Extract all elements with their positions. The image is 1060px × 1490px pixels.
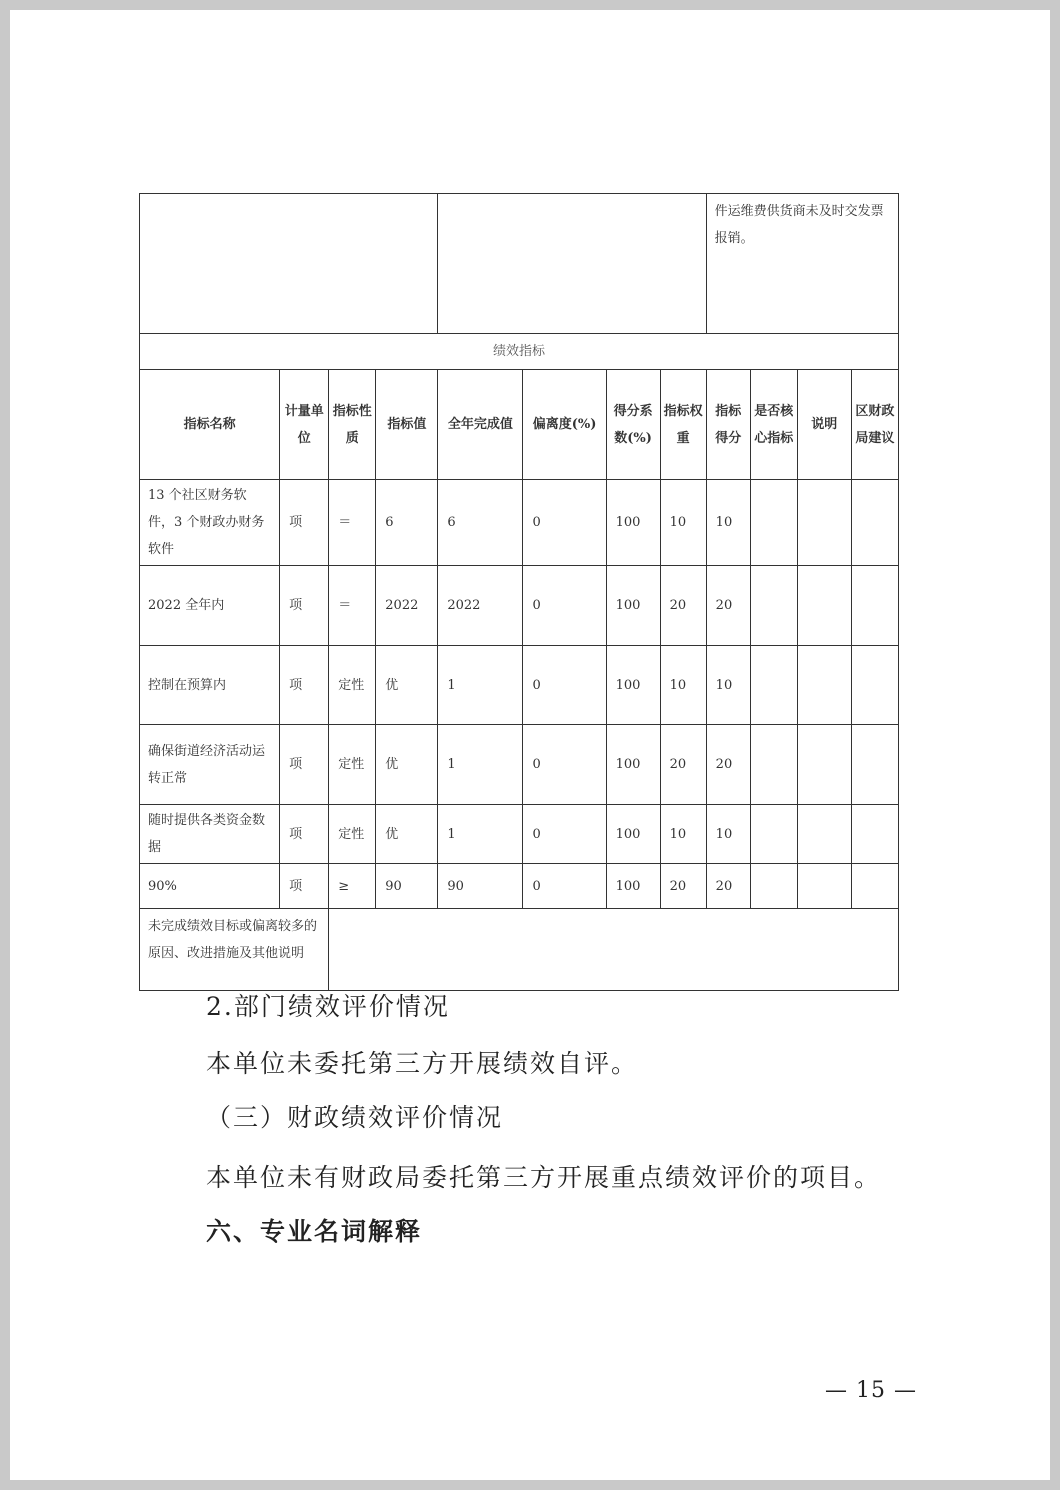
row-deviation: 0 xyxy=(523,646,606,725)
row-completed: 2022 xyxy=(438,566,523,646)
paragraph-dept-eval: 本单位未委托第三方开展绩效自评。 xyxy=(206,1049,639,1078)
row-nature: ＝ xyxy=(329,566,376,646)
row-unit: 项 xyxy=(280,646,329,725)
row-deviation: 0 xyxy=(523,480,606,566)
row-value: 优 xyxy=(376,725,438,805)
footer-value xyxy=(329,909,899,991)
row-name: 90% xyxy=(140,864,280,909)
row-nature: ＝ xyxy=(329,480,376,566)
row-nature: 定性 xyxy=(329,646,376,725)
table-row xyxy=(140,864,899,909)
page-number: — 15 — xyxy=(825,1378,917,1403)
footer-label: 未完成绩效目标或偏离较多的原因、改进措施及其他说明 xyxy=(140,909,329,991)
row-unit: 项 xyxy=(280,725,329,805)
row-advice xyxy=(851,480,898,566)
row-weight: 20 xyxy=(660,566,706,646)
row-coef: 100 xyxy=(606,864,660,909)
table-footer-row xyxy=(140,909,899,991)
row-coef: 100 xyxy=(606,566,660,646)
row-nature: 定性 xyxy=(329,805,376,864)
table-top-row xyxy=(140,194,899,334)
row-coef: 100 xyxy=(606,725,660,805)
row-unit: 项 xyxy=(280,566,329,646)
row-completed: 1 xyxy=(438,646,523,725)
row-deviation: 0 xyxy=(523,725,606,805)
row-completed: 6 xyxy=(438,480,523,566)
row-note xyxy=(797,725,851,805)
row-core xyxy=(750,480,797,566)
row-score: 20 xyxy=(706,864,750,909)
row-nature: 定性 xyxy=(329,725,376,805)
section-title-row xyxy=(140,334,899,370)
row-unit: 项 xyxy=(280,480,329,566)
row-note xyxy=(797,480,851,566)
section-heading-glossary: 六、专业名词解释 xyxy=(206,1217,423,1246)
row-score: 10 xyxy=(706,805,750,864)
row-advice xyxy=(851,566,898,646)
header-score: 指标得分 xyxy=(706,370,750,480)
header-value: 指标值 xyxy=(376,370,438,480)
row-core xyxy=(750,805,797,864)
table-row xyxy=(140,725,899,805)
header-nature: 指标性质 xyxy=(329,370,376,480)
row-score: 10 xyxy=(706,480,750,566)
row-deviation: 0 xyxy=(523,864,606,909)
row-score: 20 xyxy=(706,566,750,646)
row-core xyxy=(750,864,797,909)
row-value: 90 xyxy=(376,864,438,909)
top-cell-2 xyxy=(438,194,706,334)
row-score: 20 xyxy=(706,725,750,805)
row-weight: 20 xyxy=(660,725,706,805)
row-completed: 1 xyxy=(438,805,523,864)
row-weight: 10 xyxy=(660,480,706,566)
header-name: 指标名称 xyxy=(140,370,280,480)
row-deviation: 0 xyxy=(523,566,606,646)
row-note xyxy=(797,646,851,725)
table-row xyxy=(140,646,899,725)
header-deviation: 偏离度(%) xyxy=(523,370,606,480)
top-cell-3: 件运维费供货商未及时交发票报销。 xyxy=(706,194,898,334)
row-value: 6 xyxy=(376,480,438,566)
section-heading-finance-eval: （三）财政绩效评价情况 xyxy=(206,1103,504,1132)
header-unit: 计量单位 xyxy=(280,370,329,480)
row-name: 13 个社区财务软件，3 个财政办财务软件 xyxy=(140,480,280,566)
header-weight: 指标权重 xyxy=(660,370,706,480)
row-deviation: 0 xyxy=(523,805,606,864)
table-row xyxy=(140,805,899,864)
document-page xyxy=(10,10,1050,1480)
top-cell-1 xyxy=(140,194,438,334)
row-advice xyxy=(851,725,898,805)
row-name: 确保街道经济活动运转正常 xyxy=(140,725,280,805)
row-note xyxy=(797,805,851,864)
row-name: 2022 全年内 xyxy=(140,566,280,646)
row-advice xyxy=(851,805,898,864)
row-advice xyxy=(851,864,898,909)
row-nature: ≥ xyxy=(329,864,376,909)
header-note: 说明 xyxy=(797,370,851,480)
subsection-heading-dept: 2.部门绩效评价情况 xyxy=(206,992,450,1021)
table-row xyxy=(140,480,899,566)
row-weight: 20 xyxy=(660,864,706,909)
row-completed: 1 xyxy=(438,725,523,805)
row-weight: 10 xyxy=(660,805,706,864)
header-coef: 得分系数(%) xyxy=(606,370,660,480)
row-unit: 项 xyxy=(280,864,329,909)
row-coef: 100 xyxy=(606,646,660,725)
table-header-row xyxy=(140,370,899,480)
row-core xyxy=(750,725,797,805)
row-unit: 项 xyxy=(280,805,329,864)
row-value: 优 xyxy=(376,805,438,864)
table-row xyxy=(140,566,899,646)
row-note xyxy=(797,864,851,909)
header-core: 是否核心指标 xyxy=(750,370,797,480)
row-coef: 100 xyxy=(606,805,660,864)
paragraph-finance-eval: 本单位未有财政局委托第三方开展重点绩效评价的项目。 xyxy=(206,1163,882,1192)
row-core xyxy=(750,566,797,646)
row-name: 控制在预算内 xyxy=(140,646,280,725)
row-advice xyxy=(851,646,898,725)
header-completed: 全年完成值 xyxy=(438,370,523,480)
performance-table xyxy=(139,193,899,991)
header-advice: 区财政局建议 xyxy=(851,370,898,480)
row-completed: 90 xyxy=(438,864,523,909)
row-value: 优 xyxy=(376,646,438,725)
row-value: 2022 xyxy=(376,566,438,646)
row-coef: 100 xyxy=(606,480,660,566)
row-name: 随时提供各类资金数据 xyxy=(140,805,280,864)
row-note xyxy=(797,566,851,646)
section-title: 绩效指标 xyxy=(140,334,899,370)
row-weight: 10 xyxy=(660,646,706,725)
row-core xyxy=(750,646,797,725)
row-score: 10 xyxy=(706,646,750,725)
